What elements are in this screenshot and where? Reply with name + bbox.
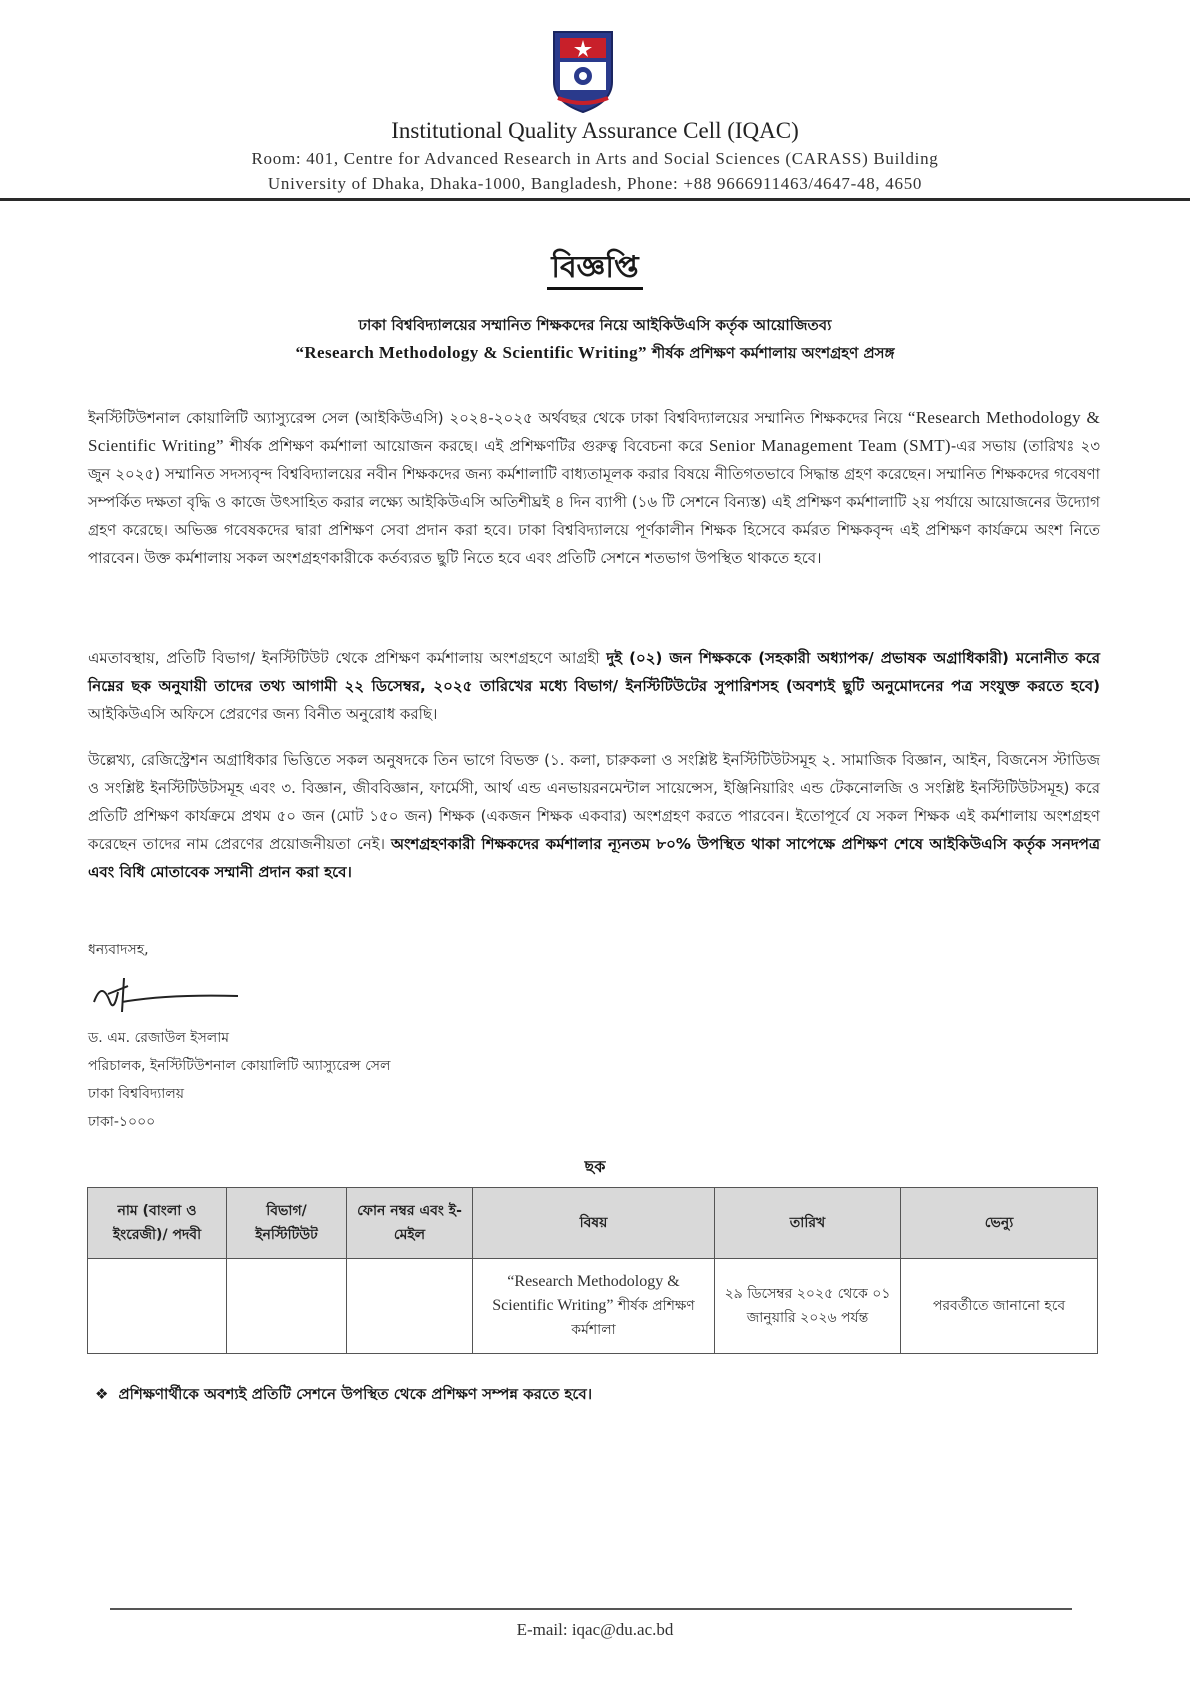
body-paragraph-2	[88, 644, 1100, 728]
p3-bold-certificate: অংশগ্রহণকারী শিক্ষকদের কর্মশালার ন্যূনতম ৮০% উপস্থিত থাকা সাপেক্ষে প্রশিক্ষণ শেষে আইকিউএসি কর্তৃক সনদপত্র এবং বিধি মোতাবেক সম্মানী প্রদান করা হবে।	[88, 835, 1100, 881]
university-crest-logo	[550, 28, 616, 116]
footnote	[95, 1383, 592, 1408]
notice-title-text: বিজ্ঞপ্তি	[547, 250, 642, 290]
cell-contact	[347, 1259, 473, 1354]
header-divider	[0, 198, 1190, 201]
subject-line-2	[120, 339, 1070, 367]
body-paragraph-3	[88, 746, 1100, 886]
signatory-block	[88, 1024, 391, 1136]
footer-divider	[110, 1608, 1072, 1610]
header-topic: বিষয়	[473, 1188, 715, 1259]
p3-text-1: উল্লেখ্য, রেজিস্ট্রেশন অগ্রাধিকার ভিত্তিতে সকল অনুষদকে তিন ভাগে বিভক্ত (১. কলা, চারুকলা ও সংশ্লিষ্ট ইনস্টিটিউটসমূহ ২. সামাজিক বিজ্ঞান, আইন, বিজনেস স্টাডিজ ও সংশ্লিষ্ট ইনস্টিটিউটসমূহ এবং ৩. বিজ্ঞান, জীববিজ্ঞান, ফার্মেসী, আর্থ এন্ড এনভায়রনমেন্টাল সায়েন্সেস, ইঞ্জিনিয়ারিং এন্ড টেকনোলজি ও সংশ্লিষ্ট ইনস্টিটিউটসমূহ) করে প্রতিটি প্রশিক্ষণ কার্যক্রমে প্রথম ৫০ জন (মোট ১৫০ জন) শিক্ষক (একজন শিক্ষক একবার) অংশগ্রহণ করতে পারবেন। ইতোপূর্বে যে সকল শিক্ষক এই কর্মশালায় অংশগ্রহণ করেছেন তাদের নাম প্রেরণের প্রয়োজনীয়তা নেই।	[88, 751, 1100, 853]
body-paragraph-1	[88, 404, 1100, 572]
organization-contact: University of Dhaka, Dhaka-1000, Bangladesh, Phone: +88 9666911463/4647-48, 4650	[267, 174, 923, 193]
signatory-designation: পরিচালক, ইনস্টিটিউশনাল কোয়ালিটি অ্যাস্যুরেন্স সেল	[88, 1058, 391, 1074]
p2-text-2: আইকিউএসি অফিসে প্রেরণের জন্য বিনীত অনুরোধ করছি।	[88, 705, 438, 723]
subject-course-title: “Research Methodology & Scientific Writing”	[295, 343, 647, 362]
cell-topic-en: “Research Methodology & Scientific Writing”	[492, 1273, 680, 1314]
cell-topic	[473, 1259, 715, 1354]
cell-topic-bn: শীর্ষক প্রশিক্ষণ কর্মশালা	[571, 1298, 695, 1338]
header-contact: ফোন নম্বর এবং ই-মেইল	[347, 1188, 473, 1259]
table-row	[88, 1259, 1098, 1354]
registration-table	[87, 1187, 1098, 1354]
footnote-text: প্রশিক্ষণার্থীকে অবশ্যই প্রতিটি সেশনে উপস্থিত থেকে প্রশিক্ষণ সম্পন্ন করতে হবে।	[118, 1385, 593, 1403]
header-name: নাম (বাংলা ও ইংরেজী)/ পদবী	[88, 1188, 227, 1259]
notice-subject	[120, 311, 1070, 367]
p1-text-1: ইনস্টিটিউশনাল কোয়ালিটি অ্যাস্যুরেন্স সেল (আইকিউএসি) ২০২৪-২০২৫ অর্থবছর থেকে ঢাকা বিশ্ববিদ্যালয়ের সম্মানিত শিক্ষকদের নিয়ে	[88, 409, 908, 427]
p1-smt: Senior Management Team (SMT)	[709, 436, 951, 455]
p2-text-1: এমতাবস্থায়, প্রতিটি বিভাগ/ ইনস্টিটিউট থেকে প্রশিক্ষণ কর্মশালায় অংশগ্রহণে আগ্রহী	[88, 649, 607, 667]
signatory-city: ঢাকা-১০০০	[88, 1114, 156, 1130]
header-venue: ভেন্যু	[901, 1188, 1098, 1259]
p1-course-title: “Research Methodology & Scientific Writing”	[88, 408, 1100, 455]
p1-text-2: শীর্ষক প্রশিক্ষণ কর্মশালা আয়োজন করছে। এই প্রশিক্ষণটির গুরুত্ব বিবেচনা করে	[223, 437, 710, 455]
organization-title: Institutional Quality Assurance Cell (IQAC)	[391, 118, 799, 143]
table-caption: ছক	[584, 1157, 606, 1176]
subject-line-2-suffix: শীর্ষক প্রশিক্ষণ কর্মশালায় অংশগ্রহণ প্রসঙ্গ	[646, 344, 895, 362]
notice-title	[0, 243, 1190, 294]
signatory-institution: ঢাকা বিশ্ববিদ্যালয়	[88, 1086, 185, 1102]
cell-date: ২৯ ডিসেম্বর ২০২৫ থেকে ০১ জানুয়ারি ২০২৬ পর্যন্ত	[715, 1259, 901, 1354]
p2-bold-request: দুই (০২) জন শিক্ষককে (সহকারী অধ্যাপক/ প্রভাষক অগ্রাধিকারী) মনোনীত করে নিম্নের ছক অনুযায়ী তাদের তথ্য আগামী ২২ ডিসেম্বর, ২০২৫ তারিখের মধ্যে বিভাগ/ ইনস্টিটিউটের সুপারিশসহ (অবশ্যই ছুটি অনুমোদনের পত্র সংযুক্ত করতে হবে)	[88, 649, 1100, 695]
closing-salutation: ধন্যবাদসহ,	[88, 942, 149, 958]
cell-name	[88, 1259, 227, 1354]
p1-text-3: -এর সভায় (তারিখঃ ২৩ জুন ২০২৫) সম্মানিত সদস্যবৃন্দ বিশ্ববিদ্যালয়ের নবীন শিক্ষকদের জন্য কর্মশালাটি বাধ্যতামূলক করার বিষয়ে নীতিগতভাবে সিদ্ধান্ত গ্রহণ করেছেন। সম্মানিত শিক্ষকদের গবেষণা সম্পর্কিত দক্ষতা বৃদ্ধি ও কাজে উৎসাহিত করার লক্ষ্যে আইকিউএসি অতিশীঘ্রই ৪ দিন ব্যাপী (১৬ টি সেশনে বিন্যস্ত) এই প্রশিক্ষণ কর্মশালাটি ২য় পর্যায়ে আয়োজনের উদ্যোগ গ্রহণ করেছে। অভিজ্ঞ গবেষকদের দ্বারা প্রশিক্ষণ সেবা প্রদান করা হবে। ঢাকা বিশ্ববিদ্যালয়ে পূর্ণকালীন শিক্ষক হিসেবে কর্মরত শিক্ষকবৃন্দ এই প্রশিক্ষণ কার্যক্রমে অংশ নিতে পারবেন। উক্ত কর্মশালায় সকল অংশগ্রহণকারীকে কর্তব্যরত ছুটি নিতে হবে এবং প্রতিটি সেশনে শতভাগ উপস্থিত থাকতে হবে।	[88, 437, 1101, 567]
footnote-bullet-icon: ❖	[95, 1385, 109, 1403]
letterhead	[0, 116, 1190, 196]
footer-email: E-mail: iqac@du.ac.bd	[516, 1620, 674, 1639]
cell-venue: পরবর্তীতে জানানো হবে	[901, 1259, 1098, 1354]
subject-line-1: ঢাকা বিশ্ববিদ্যালয়ের সম্মানিত শিক্ষকদের নিয়ে আইকিউএসি কর্তৃক আয়োজিতব্য	[358, 316, 832, 334]
organization-address: Room: 401, Centre for Advanced Research in Arts and Social Sciences (CARASS) Building	[251, 149, 939, 168]
table-header-row	[88, 1188, 1098, 1259]
cell-department	[227, 1259, 347, 1354]
header-department: বিভাগ/ ইনস্টিটিউট	[227, 1188, 347, 1259]
signatory-name: ড. এম. রেজাউল ইসলাম	[88, 1030, 230, 1046]
header-date: তারিখ	[715, 1188, 901, 1259]
handwritten-signature	[88, 972, 248, 1018]
